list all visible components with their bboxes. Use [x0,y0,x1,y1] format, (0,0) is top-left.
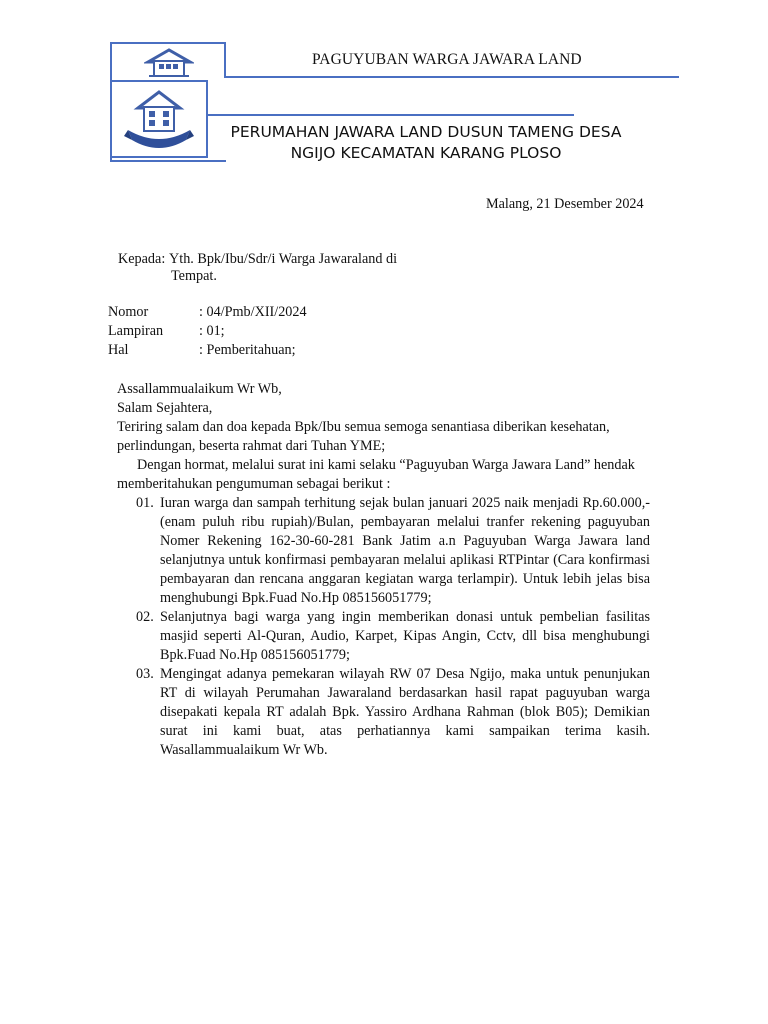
header-line-top-left [110,42,226,44]
header-line-bottom [110,160,226,162]
intro-text: Dengan hormat, melalui surat ini kami selaku “Paguyuban Warga Jawara Land” hendak memberitahukan pengumuman sebagai berikut : [117,457,635,492]
org-name: PAGUYUBAN WARGA JAWARA LAND [312,51,582,68]
org-address: PERUMAHAN JAWARA LAND DUSUN TAMENG DESA NGIJO KECAMATAN KARANG PLOSO [230,123,622,162]
meta-label-lampiran: Lampiran [108,323,164,339]
list-item [136,494,650,608]
announcement-list [136,494,650,760]
greeting-2: Salam Sejahtera, [117,400,213,416]
meta-value-nomor: : 04/Pmb/XII/2024 [199,304,307,320]
place-date: Malang, 21 Desember 2024 [486,196,644,212]
header-line-under-org [224,76,679,78]
recipient-label: Kepada: [118,251,166,267]
greeting-1: Assallammualaikum Wr Wb, [117,381,282,397]
meta-value-lampiran: : 01; [199,323,225,339]
recipient-line2: Tempat. [171,268,217,284]
list-item-text: Selanjutnya bagi warga yang ingin memberikan donasi untuk pembelian fasilitas masjid seperti Al-Quran, Audio, Karpet, Kipas Angin, Cctv, dll bisa menghubungi Bpk.Fuad No.Hp 085156051779; [160,609,650,663]
list-item-number: 02. [136,609,154,625]
meta-label-nomor: Nomor [108,304,149,320]
list-item [136,608,650,665]
meta-label-hal: Hal [108,342,129,358]
opening-paragraph: Teriring salam dan doa kepada Bpk/Ibu semua semoga senantiasa diberikan kesehatan, perlindungan, beserta rahmat dari Tuhan YME; [117,419,610,454]
list-item-number: 01. [136,495,154,511]
list-item-number: 03. [136,666,154,682]
logo-box [110,80,208,158]
list-item-text: Mengingat adanya pemekaran wilayah RW 07 Desa Ngijo, maka untuk penunjukan RT di wilayah Perumahan Jawaraland berdasarkan hasil rapat paguyuban warga disepakati kepala RT adalah Bpk. Yassiro Ardhana Rahman (blok B05); Demikian surat ini kami buat, atas perhatiannya kami sampaikan terima kasih. Wasallammualaikum Wr Wb. [160,666,650,758]
meta-value-hal: : Pemberitahuan; [199,342,296,358]
header-line-upper-long [208,114,574,116]
list-item-text: Iuran warga dan sampah terhitung sejak bulan januari 2025 naik menjadi Rp.60.000,- (enam puluh ribu rupiah)/Bulan, pembayaran melalui tranfer rekening paguyuban Nomer Rekening 162-30-60-281 Bank Jatim a.n Paguyuban Warga Jawara land selanjutnya untuk konfirmasi pembayaran melalui aplikasi RTPintar (Cara konfirmasi pembayaran dan rencana anggaran kegiatan warga terlampir). Untuk lebih jelas bisa menghubungi Bpk.Fuad No.Hp 085156051779; [160,495,650,606]
recipient-line1: Yth. Bpk/Ibu/Sdr/i Warga Jawaraland di [169,251,398,267]
house-logo-icon [124,86,194,150]
house-logo-small-icon [144,48,194,78]
list-item [136,665,650,760]
intro-paragraph [117,456,650,494]
header-line-vertical-mid [224,42,226,78]
